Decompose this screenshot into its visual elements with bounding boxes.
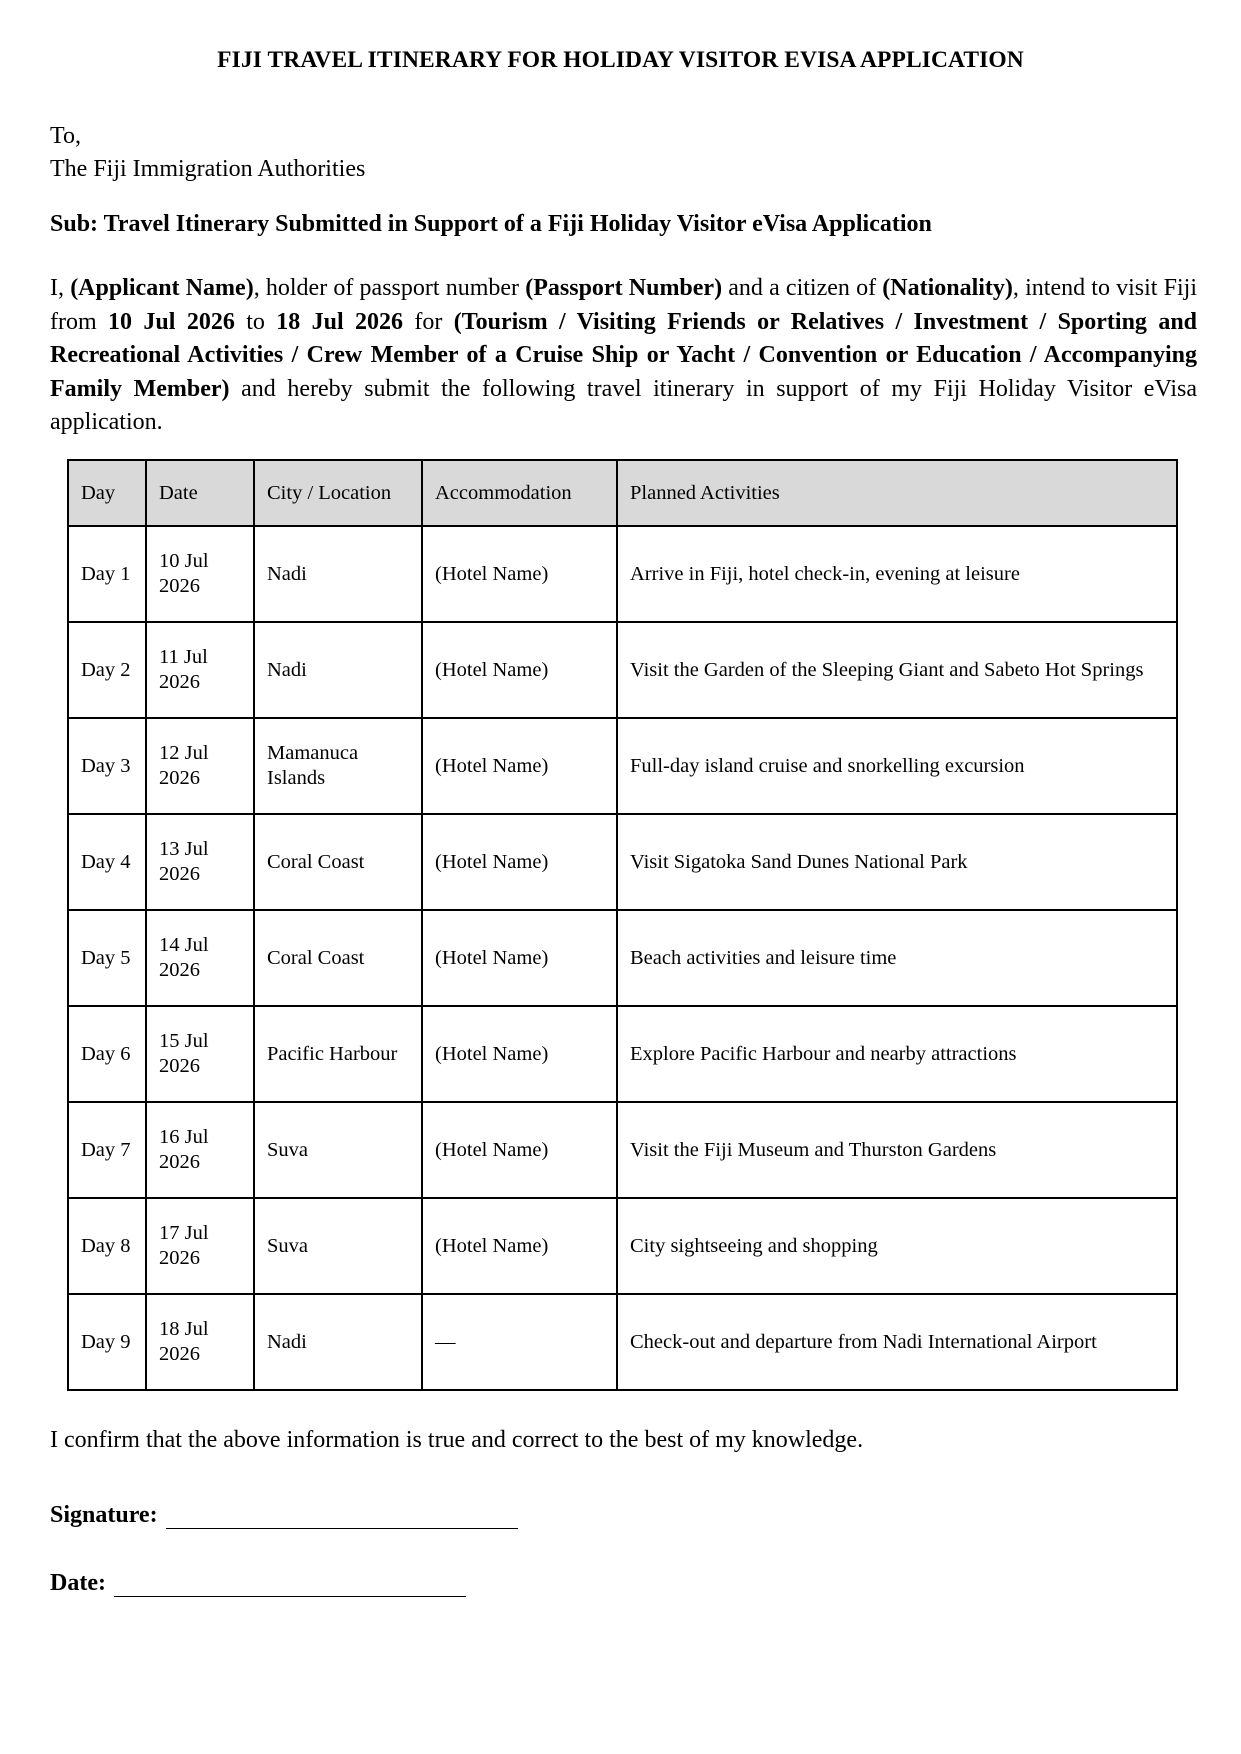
- cell-date: 10 Jul 2026: [146, 526, 254, 622]
- table-row: [68, 526, 1177, 622]
- cell-day: Day 9: [68, 1294, 146, 1390]
- cell-city: Nadi: [254, 1294, 422, 1390]
- cell-accommodation: (Hotel Name): [422, 1006, 617, 1102]
- cell-accommodation: (Hotel Name): [422, 718, 617, 814]
- header-activities: Planned Activities: [617, 460, 1177, 526]
- cell-accommodation: (Hotel Name): [422, 1102, 617, 1198]
- table-row: [68, 718, 1177, 814]
- cell-day: Day 3: [68, 718, 146, 814]
- table-row: [68, 814, 1177, 910]
- document-title: FIJI TRAVEL ITINERARY FOR HOLIDAY VISITOR EVISA APPLICATION: [217, 47, 1024, 73]
- date-field[interactable]: [114, 1572, 466, 1597]
- cell-accommodation: (Hotel Name): [422, 910, 617, 1006]
- cell-date: 12 Jul 2026: [146, 718, 254, 814]
- table-row: [68, 1294, 1177, 1390]
- cell-date: 17 Jul 2026: [146, 1198, 254, 1294]
- intro-text: and a citizen of: [722, 275, 883, 301]
- table-row: [68, 910, 1177, 1006]
- cell-date: 16 Jul 2026: [146, 1102, 254, 1198]
- cell-day: Day 8: [68, 1198, 146, 1294]
- intro-text: I,: [50, 275, 71, 301]
- cell-date: 14 Jul 2026: [146, 910, 254, 1006]
- cell-city: Nadi: [254, 526, 422, 622]
- header-date: Date: [146, 460, 254, 526]
- applicant-name-placeholder: (Applicant Name): [70, 275, 254, 301]
- signature-field[interactable]: [166, 1504, 518, 1529]
- cell-day: Day 5: [68, 910, 146, 1006]
- cell-day: Day 1: [68, 526, 146, 622]
- salutation: To,: [50, 123, 81, 149]
- intro-text: , intend to visit Fiji from: [50, 275, 1198, 335]
- cell-day: Day 2: [68, 622, 146, 718]
- recipient-address: [50, 120, 365, 186]
- cell-accommodation: (Hotel Name): [422, 622, 617, 718]
- intro-text: and hereby submit the following travel itinerary in support of my Fiji Holiday Visitor eVisa application.: [50, 375, 1197, 435]
- cell-activities: Visit the Fiji Museum and Thurston Gardens: [617, 1102, 1177, 1198]
- table-row: [68, 1006, 1177, 1102]
- cell-date: 15 Jul 2026: [146, 1006, 254, 1102]
- signature-line: [50, 1502, 518, 1529]
- cell-accommodation: (Hotel Name): [422, 814, 617, 910]
- table-row: [68, 1198, 1177, 1294]
- nationality-placeholder: (Nationality): [882, 275, 1013, 301]
- cell-activities: Explore Pacific Harbour and nearby attractions: [617, 1006, 1177, 1102]
- intro-paragraph: [50, 272, 1197, 440]
- confirmation-statement: I confirm that the above information is true and correct to the best of my knowledge.: [50, 1427, 864, 1453]
- cell-activities: City sightseeing and shopping: [617, 1198, 1177, 1294]
- itinerary-table: [67, 459, 1178, 1391]
- cell-accommodation: —: [422, 1294, 617, 1390]
- cell-activities: Beach activities and leisure time: [617, 910, 1177, 1006]
- purpose-options: (Tourism / Visiting Friends or Relatives / Investment / Sporting and Recreational Activities / Crew Member of a Cruise Ship or Yacht / Convention or Education / Accompanying Family Member): [50, 308, 1198, 402]
- cell-date: 13 Jul 2026: [146, 814, 254, 910]
- header-accommodation: Accommodation: [422, 460, 617, 526]
- table-header-row: [68, 460, 1177, 526]
- date-line: [50, 1570, 466, 1597]
- cell-city: Coral Coast: [254, 814, 422, 910]
- cell-activities: Visit Sigatoka Sand Dunes National Park: [617, 814, 1177, 910]
- cell-city: Suva: [254, 1198, 422, 1294]
- header-city: City / Location: [254, 460, 422, 526]
- intro-text: for: [403, 308, 454, 335]
- start-date: 10 Jul 2026: [108, 308, 235, 335]
- cell-activities: Check-out and departure from Nadi International Airport: [617, 1294, 1177, 1390]
- cell-activities: Visit the Garden of the Sleeping Giant and Sabeto Hot Springs: [617, 622, 1177, 718]
- cell-accommodation: (Hotel Name): [422, 526, 617, 622]
- recipient-name: The Fiji Immigration Authorities: [50, 156, 366, 182]
- intro-text: to: [234, 308, 277, 335]
- date-label: Date:: [50, 1570, 106, 1596]
- end-date: 18 Jul 2026: [276, 308, 404, 335]
- signature-label: Signature:: [50, 1502, 158, 1528]
- cell-day: Day 7: [68, 1102, 146, 1198]
- table-row: [68, 1102, 1177, 1198]
- cell-day: Day 4: [68, 814, 146, 910]
- cell-activities: Arrive in Fiji, hotel check-in, evening at leisure: [617, 526, 1177, 622]
- cell-activities: Full-day island cruise and snorkelling excursion: [617, 718, 1177, 814]
- passport-number-placeholder: (Passport Number): [525, 275, 723, 301]
- cell-date: 11 Jul 2026: [146, 622, 254, 718]
- cell-city: Coral Coast: [254, 910, 422, 1006]
- subject-line: Sub: Travel Itinerary Submitted in Support of a Fiji Holiday Visitor eVisa Application: [50, 211, 932, 237]
- intro-text: , holder of passport number: [253, 275, 526, 301]
- cell-accommodation: (Hotel Name): [422, 1198, 617, 1294]
- cell-city: Mamanuca Islands: [254, 718, 422, 814]
- table-row: [68, 622, 1177, 718]
- cell-city: Pacific Harbour: [254, 1006, 422, 1102]
- cell-city: Nadi: [254, 622, 422, 718]
- cell-day: Day 6: [68, 1006, 146, 1102]
- cell-city: Suva: [254, 1102, 422, 1198]
- header-day: Day: [68, 460, 146, 526]
- cell-date: 18 Jul 2026: [146, 1294, 254, 1390]
